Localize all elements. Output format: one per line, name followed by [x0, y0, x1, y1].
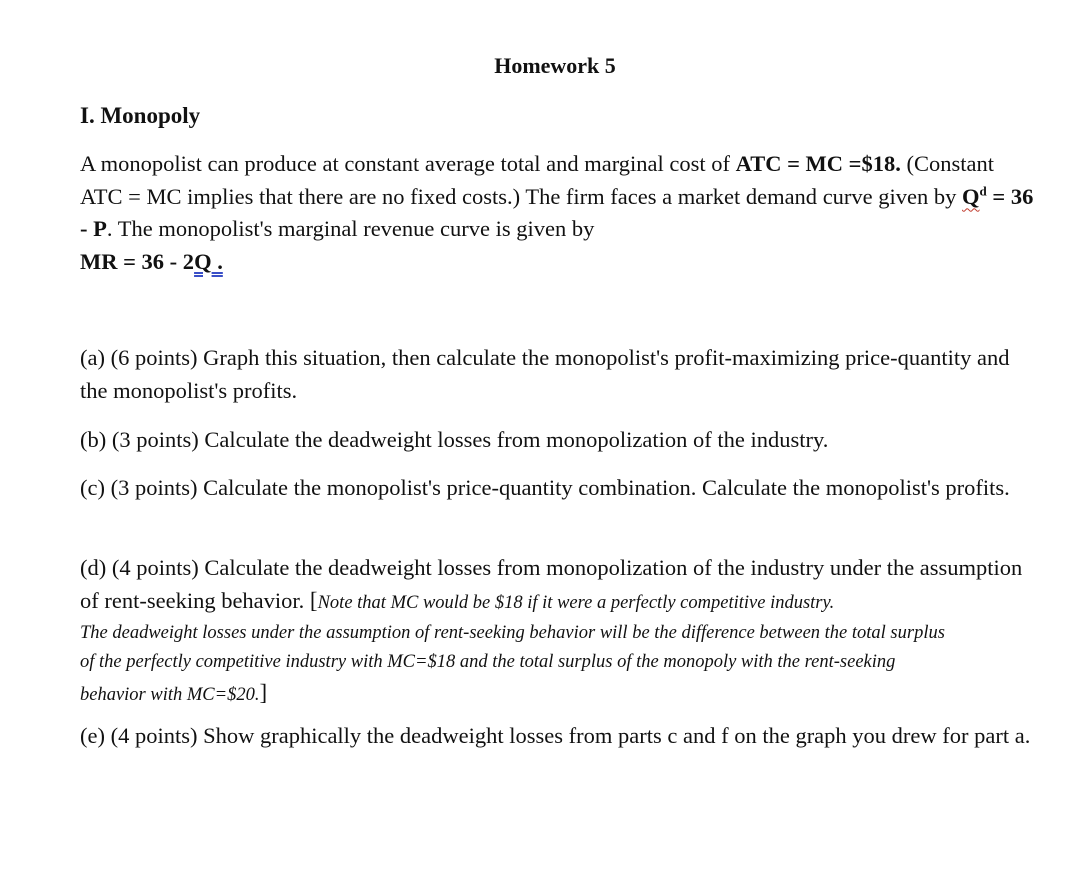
note-line-1: Note that MC would be $18 if it were a perfectly competitive industry.: [317, 592, 835, 613]
note-line-3: of the perfectly competitive industry with MC=$18 and the total surplus of the monopoly with the rent-seeking: [80, 652, 896, 672]
intro-line1-text: A monopolist can produce at constant average total and marginal cost of: [80, 151, 736, 176]
cost-equation: ATC = MC =$18.: [735, 151, 901, 176]
mr-q-symbol: Q: [194, 248, 212, 274]
question-c: (c) (3 points) Calculate the monopolist's price-quantity combination. Calculate the monopolist's profits.: [80, 475, 1010, 500]
note-open-bracket: [: [309, 587, 318, 613]
intro-paragraph: [80, 148, 1040, 278]
demand-q-symbol: Q: [962, 183, 980, 209]
demand-equation: = 36 - P: [80, 183, 1034, 241]
question-d-main: (d) (4 points) Calculate the deadweight losses from monopolization of the industry under the assumption of rent-seeking behavior.: [80, 555, 1023, 613]
intro-line3-rest: . The monopolist's marginal revenue curve is given by: [106, 216, 595, 241]
intro-line2-text: (Constant ATC = MC implies that there are no fixed costs.) The firm faces a market demand: [80, 151, 994, 209]
question-b: (b) (3 points) Calculate the deadweight losses from monopolization of the industry.: [80, 427, 829, 452]
note-line-2: The deadweight losses under the assumption of rent-seeking behavior will be the difference between the total surplus: [80, 623, 945, 643]
question-e: (e) (4 points) Show graphically the deadweight losses from parts c and f on the graph you drew for part a.: [80, 723, 1031, 748]
mr-period: .: [211, 248, 223, 274]
document-title: Homework 5: [494, 53, 616, 78]
note-close-bracket: ]: [259, 680, 268, 705]
demand-d-superscript: d: [979, 183, 987, 198]
question-d: [80, 552, 1040, 712]
question-a: (a) (6 points) Graph this situation, then calculate the monopolist's profit-maximizing price-quantity and the monopolist's profits.: [80, 345, 1010, 403]
note-line-4: behavior with MC=$20.: [80, 685, 260, 705]
intro-line3-text: curve given by: [822, 183, 963, 209]
mr-equation: MR = 36 - 2: [80, 248, 195, 274]
section-heading: I. Monopoly: [80, 103, 201, 128]
